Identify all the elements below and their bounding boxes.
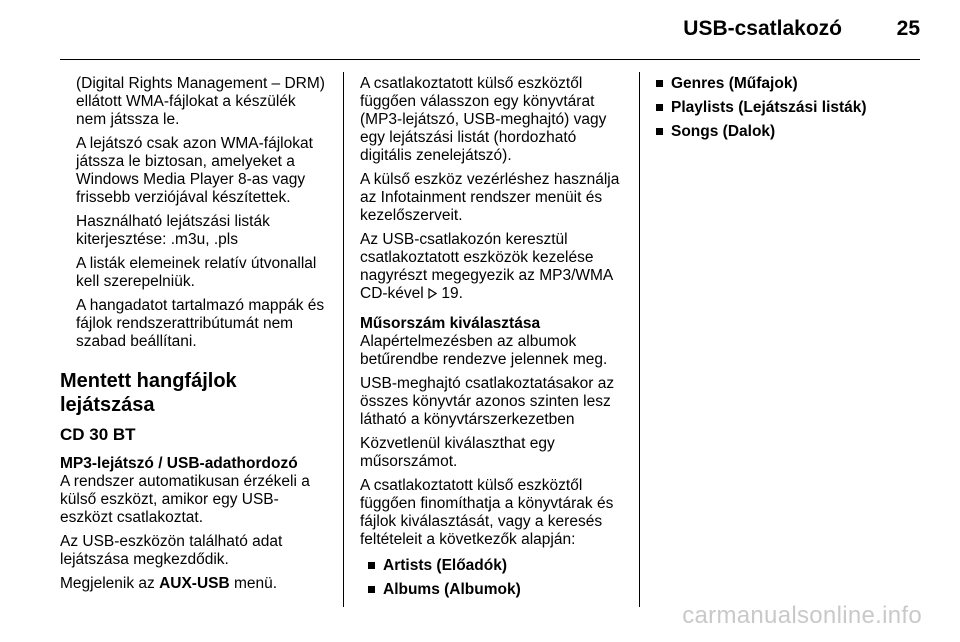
paragraph: USB-meghajtó csatlakoztatásakor az összes könyvtár azonos szinten lesz látható a könyvtárszerkezetben: [360, 375, 615, 428]
paragraph: [60, 575, 328, 593]
text: menü.: [229, 575, 278, 592]
page-ref: 19.: [437, 285, 463, 302]
paragraph: (Digital Rights Management – DRM) ellátott WMA-fájlokat a készülék nem játssza le.: [76, 75, 325, 128]
list-item-label: Playlists (Lejátszási listák): [671, 99, 867, 116]
paragraph: A listák elemeinek relatív útvonallal kell szerepelniük.: [76, 255, 317, 290]
column-divider: [343, 72, 344, 607]
menu-name: AUX-USB: [159, 575, 230, 592]
page-number: 25: [896, 17, 920, 40]
paragraph: A külső eszköz vezérléshez használja az Infotainment rendszer menüit és kezelőszerveit.: [360, 171, 620, 224]
header-title: USB-csatlakozó: [683, 17, 842, 40]
heading: MP3-lejátszó / USB-adathordozó: [60, 455, 298, 472]
sub-title: CD 30 BT: [60, 425, 136, 444]
header-rule: [60, 59, 920, 60]
column-2: [360, 75, 628, 605]
paragraph: A lejátszó csak azon WMA-fájlokat játssza le biztosan, amelyeket a Windows Media Player 8-as vagy frissebb verziójával készítettek.: [76, 135, 313, 206]
page-reference-arrow-icon: [428, 288, 437, 299]
paragraph: Használható lejátszási listák kiterjesztése: .m3u, .pls: [76, 213, 270, 248]
column-1: [60, 75, 328, 599]
watermark: carmanualsonline.info: [682, 602, 922, 629]
list-item-label: Albums (Albumok): [383, 581, 521, 598]
left-block: [60, 455, 328, 593]
paragraph: A rendszer automatikusan érzékeli a külső eszközt, amikor egy USB-eszközt csatlakoztat.: [60, 473, 310, 526]
list-item-label: Artists (Előadók): [383, 557, 508, 574]
text: Az USB-csatlakozón keresztül csatlakoztatott eszközök kezelése nagyrészt megegyezik az MP3/WMA CD-kével: [360, 231, 613, 302]
section-title: Mentett hangfájlok lejátszása: [60, 370, 237, 416]
bullet-square-icon: [656, 80, 663, 87]
paragraph: A csatlakoztatott külső eszköztől függően finomíthatja a könyvtárak és fájlok kiválasztását, vagy a keresés feltételeit a következők alapján:: [360, 477, 614, 548]
bullet-square-icon: [368, 586, 375, 593]
paragraph: Alapértelmezésben az albumok betűrendbe rendezve jelennek meg.: [360, 333, 608, 368]
list-item: [656, 123, 926, 141]
bullet-square-icon: [368, 562, 375, 569]
heading: Műsorszám kiválasztása: [360, 315, 541, 332]
page-header: [0, 0, 960, 60]
paragraph: A hangadatot tartalmazó mappák és fájlok rendszerattribútumát nem szabad beállítani.: [76, 297, 325, 350]
paragraph: Közvetlenül kiválaszthat egy műsorszámot.: [360, 435, 555, 470]
list-item: [656, 99, 926, 117]
list-item: [656, 75, 926, 93]
paragraph: [360, 231, 628, 303]
list-item-label: Genres (Műfajok): [671, 75, 798, 92]
paragraph: A csatlakoztatott külső eszköztől függően válasszon egy könyvtárat (MP3-lejátszó, USB-meghajtó) vagy egy lejátszási listát (hordozható digitális zenelejátszó).: [360, 75, 607, 164]
bullet-square-icon: [656, 128, 663, 135]
list-item: [368, 581, 628, 599]
column-divider: [639, 72, 640, 607]
list-item-label: Songs (Dalok): [671, 123, 776, 140]
bullet-square-icon: [656, 104, 663, 111]
text: Megjelenik az: [60, 575, 160, 592]
column-3: [656, 75, 926, 147]
list-item: [368, 557, 628, 575]
paragraph: Az USB-eszközön található adat lejátszása megkezdődik.: [60, 533, 283, 568]
